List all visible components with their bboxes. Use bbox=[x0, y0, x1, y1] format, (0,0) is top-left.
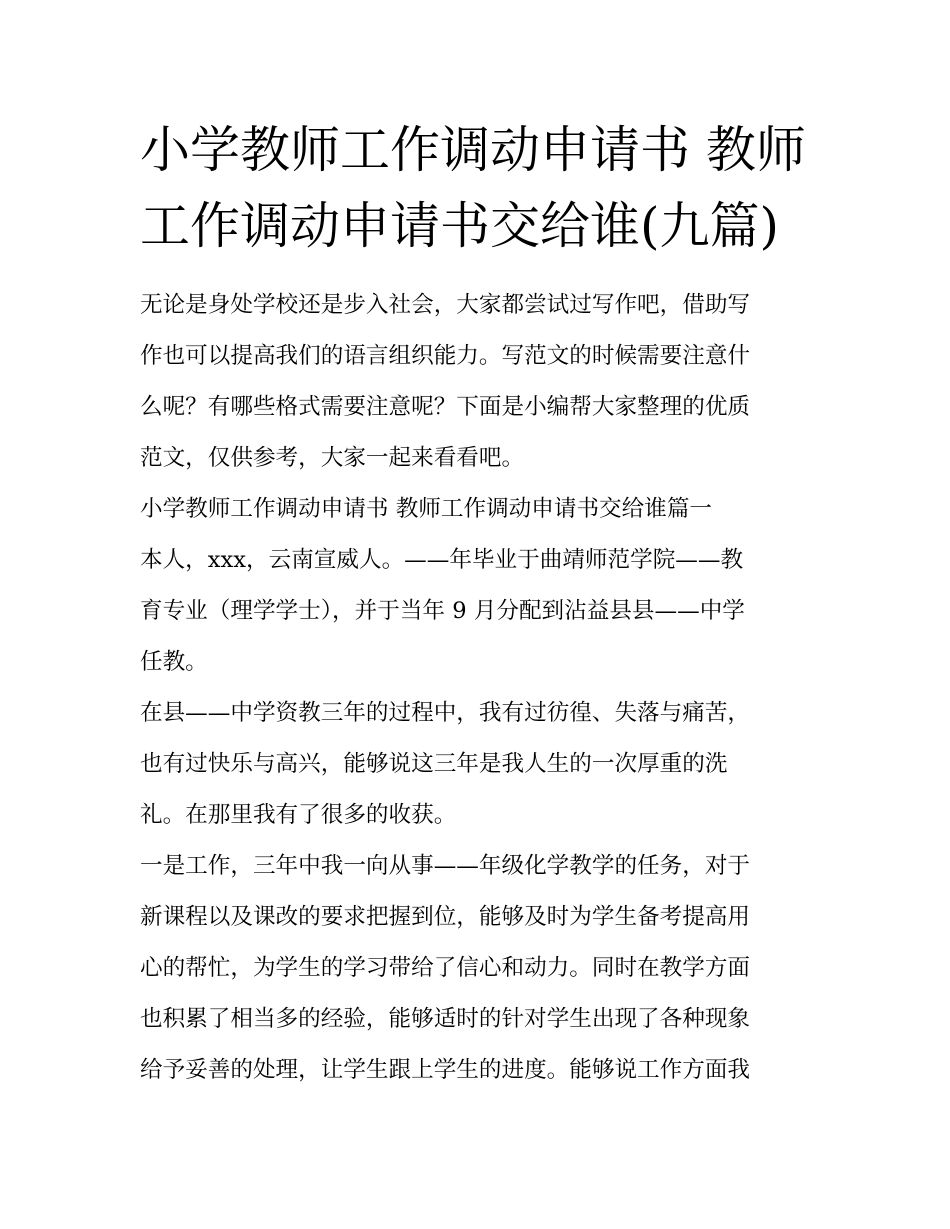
text-line: 任教。 bbox=[140, 649, 208, 675]
title-line: 工作调动申请书交给谁(九篇) bbox=[140, 197, 780, 255]
text-line: 小学教师工作调动申请书 教师工作调动申请书交给谁篇一 bbox=[140, 496, 713, 522]
text-line: 无论是身处学校还是步入社会，大家都尝试过写作吧，借助写 bbox=[140, 292, 751, 318]
section-heading bbox=[140, 484, 840, 535]
text-line: 作也可以提高我们的语言组织能力。写范文的时候需要注意什 bbox=[140, 343, 751, 369]
paragraph-intro bbox=[140, 280, 840, 484]
text-line: 么呢？有哪些格式需要注意呢？下面是小编帮大家整理的优质 bbox=[140, 394, 751, 420]
text-line: 礼。在那里我有了很多的收获。 bbox=[140, 802, 457, 828]
text-line: 在县——中学资教三年的过程中，我有过彷徨、失落与痛苦， bbox=[140, 700, 751, 726]
paragraph-personal-info bbox=[140, 535, 840, 688]
text-line: 也有过快乐与高兴，能够说这三年是我人生的一次厚重的洗 bbox=[140, 751, 728, 777]
text-line: 范文，仅供参考，大家一起来看看吧。 bbox=[140, 445, 525, 471]
text-line: 给予妥善的处理，让学生跟上学生的进度。能够说工作方面我 bbox=[140, 1057, 751, 1083]
paragraph-experience bbox=[140, 688, 840, 841]
title-line: 小学教师工作调动申请书 教师 bbox=[140, 121, 806, 179]
document-body bbox=[140, 280, 840, 1096]
text-line: 一是工作，三年中我一向从事——年级化学教学的任务，对于 bbox=[140, 853, 751, 879]
text-line: 育专业（理学学士），并于当年 9 月分配到沾益县县——中学 bbox=[140, 598, 745, 624]
text-line: 心的帮忙，为学生的学习带给了信心和动力。同时在教学方面 bbox=[140, 955, 751, 981]
text-line: 也积累了相当多的经验，能够适时的针对学生出现了各种现象 bbox=[140, 1006, 751, 1032]
text-line: 本人，xxx，云南宣威人。——年毕业于曲靖师范学院——教 bbox=[140, 547, 744, 573]
document-title bbox=[140, 112, 840, 264]
text-line: 新课程以及课改的要求把握到位，能够及时为学生备考提高用 bbox=[140, 904, 751, 930]
paragraph-work bbox=[140, 841, 840, 1096]
